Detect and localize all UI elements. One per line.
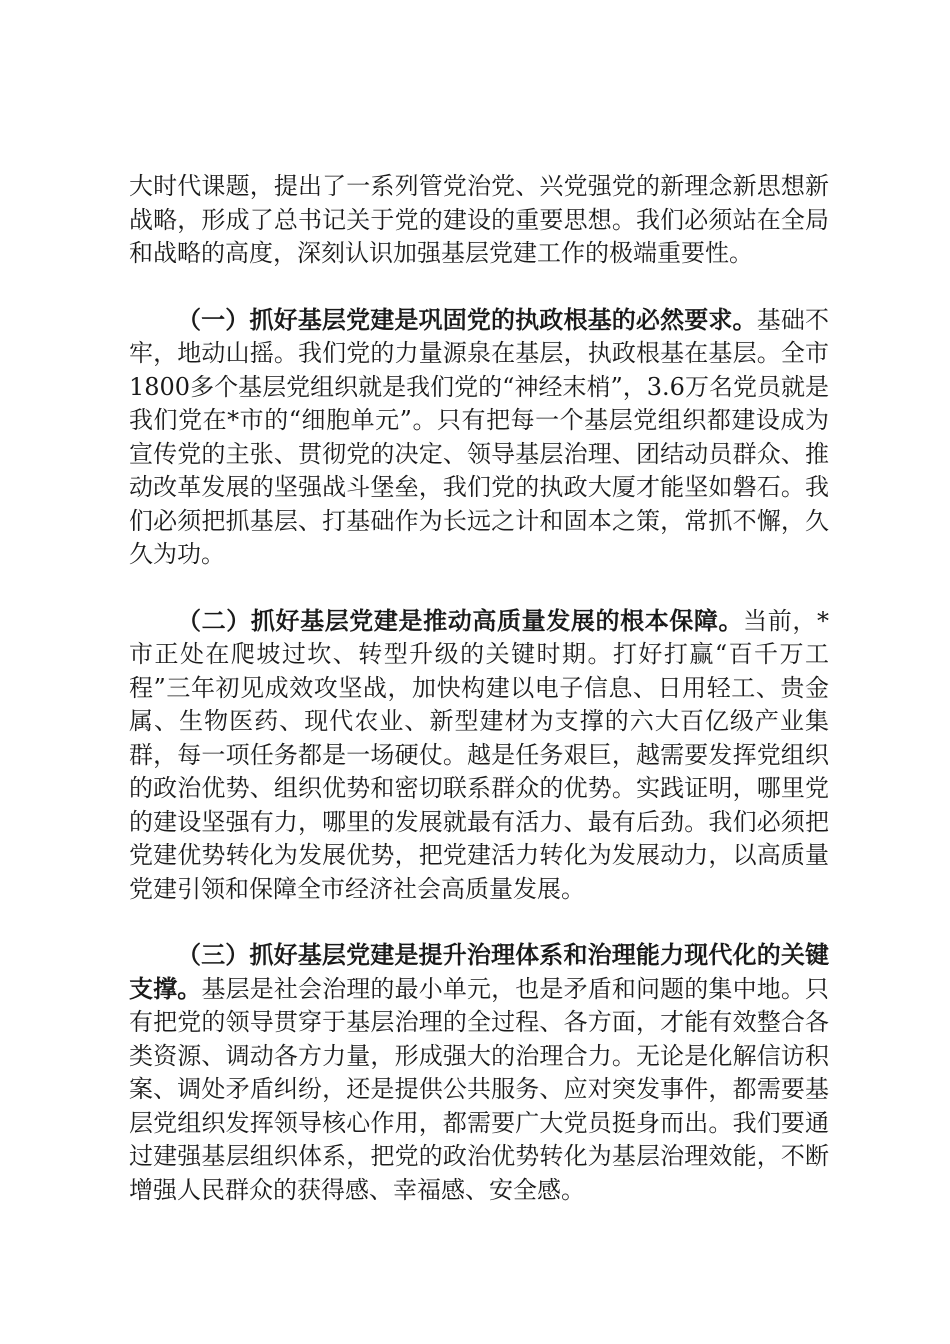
paragraph-section-2	[129, 605, 829, 907]
paragraph-text: 大时代课题，提出了一系列管党治党、兴党强党的新理念新思想新战略，形成了总书记关于党的建设的重要思想。我们必须站在全局和战略的高度，深刻认识加强基层党建工作的极端重要性。	[129, 172, 829, 267]
section-2-heading: （二）抓好基层党建是推动高质量发展的根本保障。	[177, 606, 744, 635]
section-1-heading: （一）抓好基层党建是巩固党的执政根基的必然要求。	[177, 305, 757, 334]
paragraph-text: 基础不牢，地动山摇。我们党的力量源泉在基层，执政根基在基层。全市1800多个基层党组织就是我们党的“神经末梢”，3.6万名党员就是我们党在*市的“细胞单元”。只有把每一个基层党组织都建设成为宣传党的主张、贯彻党的决定、领导基层治理、团结动员群众、推动改革发展的坚强战斗堡垒，我们党的执政大厦才能坚如磐石。我们必须把抓基层、打基础作为长远之计和固本之策，常抓不懈，久久为功。	[129, 305, 830, 568]
paragraph-intro-continuation	[129, 170, 829, 271]
paragraph-text: 基层是社会治理的最小单元，也是矛盾和问题的集中地。只有把党的领导贯穿于基层治理的全过程、各方面，才能有效整合各类资源、调动各方力量，形成强大的治理合力。无论是化解信访积案、调处矛盾纠纷，还是提供公共服务、应对突发事件，都需要基层党组织发挥领导核心作用，都需要广大党员挺身而出。我们要通过建强基层组织体系，把党的政治优势转化为基层治理效能，不断增强人民群众的获得感、幸福感、安全感。	[129, 974, 830, 1204]
paragraph-text: 当前，*市正处在爬坡过坎、转型升级的关键时期。打好打赢“百千万工程”三年初见成效攻坚战，加快构建以电子信息、日用轻工、贵金属、生物医药、现代农业、新型建材为支撑的六大百亿级产业集群，每一项任务都是一场硬仗。越是任务艰巨，越需要发挥党组织的政治优势、组织优势和密切联系群众的优势。实践证明，哪里党的建设坚强有力，哪里的发展就最有活力、最有后劲。我们必须把党建优势转化为发展优势，把党建活力转化为发展动力，以高质量党建引领和保障全市经济社会高质量发展。	[129, 606, 830, 903]
document-body	[129, 170, 829, 1207]
paragraph-section-1	[129, 304, 829, 572]
paragraph-section-3	[129, 939, 829, 1207]
section-3-heading: （三）抓好基层党建是提升治理体系和治理能力现代化的关键支撑。	[129, 941, 829, 1003]
